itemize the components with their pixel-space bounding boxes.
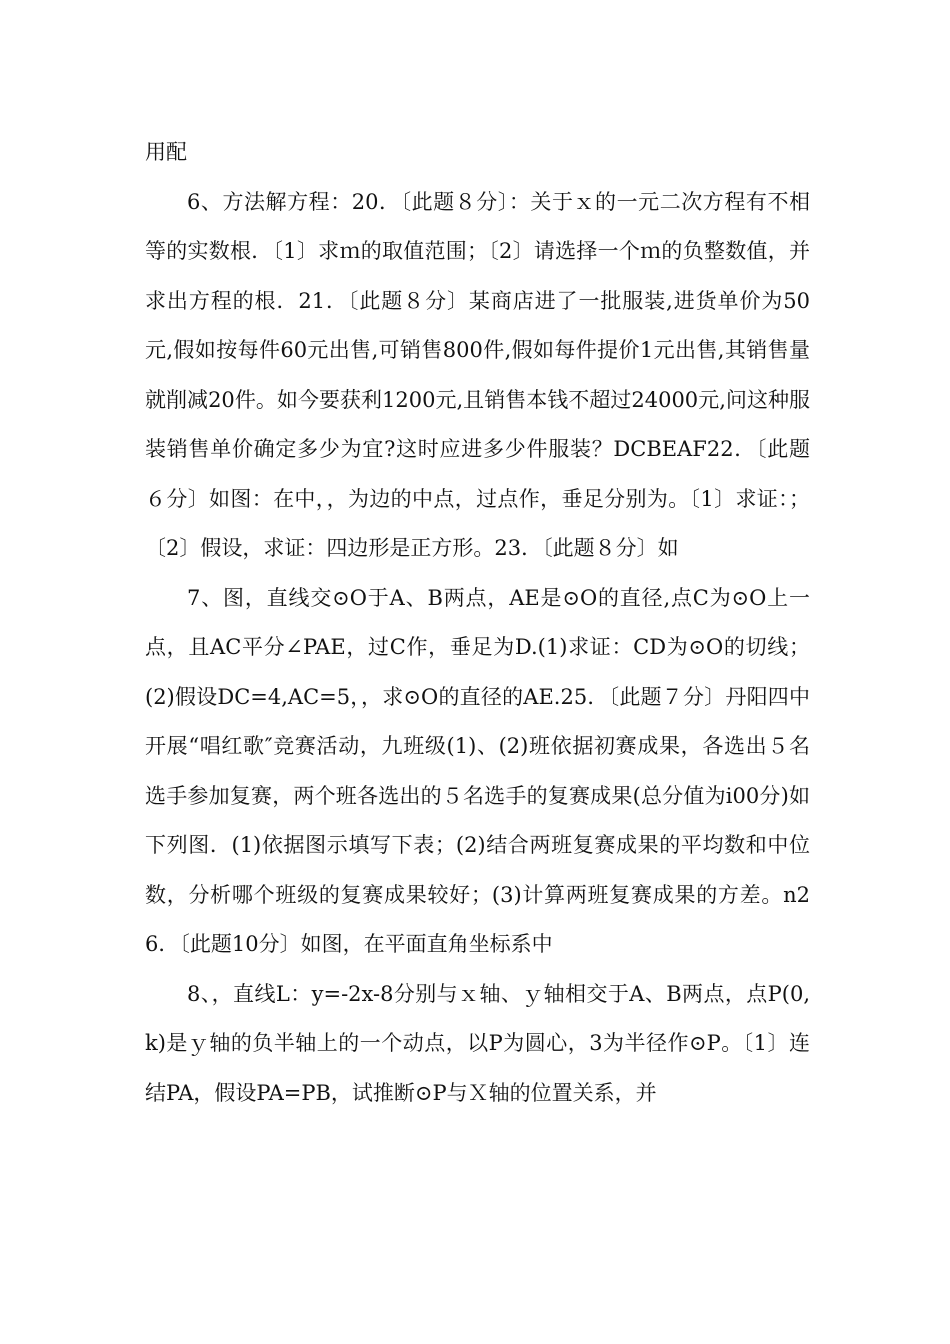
document-body [145, 128, 810, 1118]
paragraph-fragment: 用配 [145, 140, 187, 164]
paragraph-item-7: 7、图，直线交⊙O于A、B两点，AE是⊙O的直径,点C为⊙O上一点，且AC平分∠PAE，过C作，垂足为D.(1)求证：CD为⊙O的切线；(2)假设DC=4,AC=5，，求⊙O的直径的AE.25．〔此题７分〕丹阳四中开展“唱红歌″竞赛活动，九班级(1)、(2)班依据初赛成果，各选出５名选手参加复赛，两个班各选出的５名选手的复赛成果(总分值为i00分)如下列图．(1)依据图示填写下表；(2)结合两班复赛成果的平均数和中位数，分析哪个班级的复赛成果较好；(3)计算两班复赛成果的方差。n26．〔此题10分〕如图，在平面直角坐标系中 [145, 585, 810, 956]
paragraph-item-8: 8、，直线L：y=-2x-8分别与ｘ轴、ｙ轴相交于A、B两点，点P(0,k)是ｙ轴的负半轴上的一个动点，以P为圆心，3为半径作⊙P。〔1〕连结PA，假设PA=PB，试推断⊙P与Ｘ轴的位置关系，并 [145, 981, 810, 1105]
paragraph-item-6: 6、方法解方程：20．〔此题８分〕：关于ｘ的一元二次方程有不相等的实数根．〔1〕求ｍ的取值范围；〔2〕请选择一个ｍ的负整数值，并求出方程的根．21．〔此题８分〕某商店进了一批服装,进货单价为50元,假如按每件60元出售,可销售800件,假如每件提价1元出售,其销售量就削减20件。如今要获利1200元,且销售本钱不超过24000元,问这种服装销售单价确定多少为宜?这时应进多少件服装？DCBEAF22．〔此题６分〕如图：在中，，为边的中点，过点作，垂足分别为。〔1〕求证：；〔2〕假设，求证：四边形是正方形。23．〔此题８分〕如 [145, 189, 810, 560]
